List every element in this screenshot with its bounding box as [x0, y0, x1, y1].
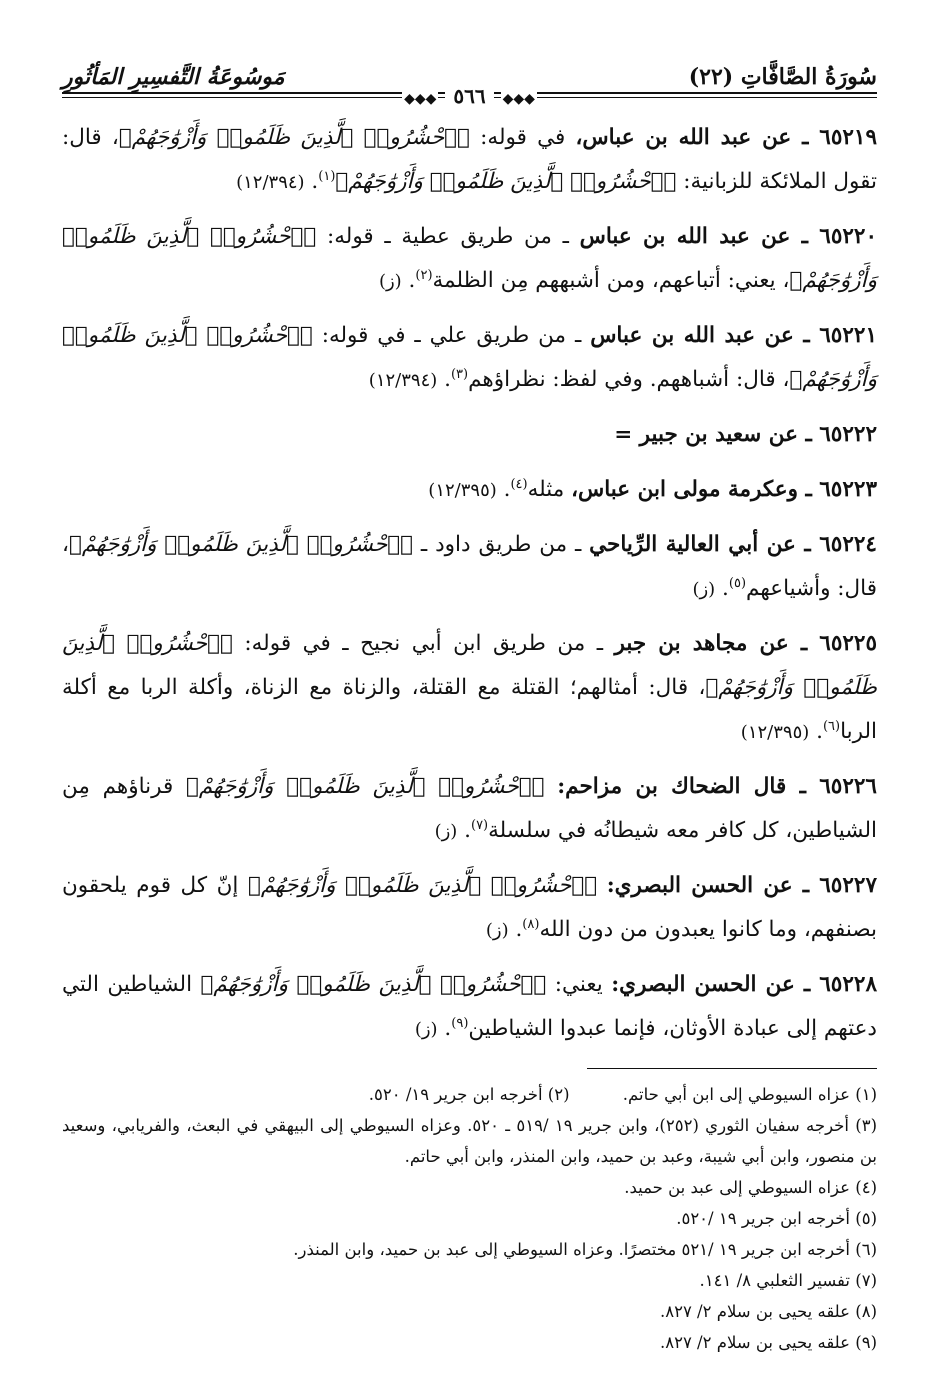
page — [62, 58, 877, 1358]
entry: ٦٥٢١٩ ـ عن عبد الله بن عباس، في قوله: ﴿ٱحْشُرُوا۟ ٱلَّذِينَ ظَلَمُوا۟ وَأَزْوَٰجَهُمْ﴾، قال: تقول الملائكة للزبانية: ﴿ٱحْشُرُوا۟ ٱلَّذِينَ ظَلَمُوا۟ وَأَزْوَٰجَهُمْ﴾$^{(١)}$. (١٢/٣٩٤) — [62, 125, 878, 194]
footnote: (٩) علقه يحيى بن سلام ٢/ ٨٢٧. — [659, 1333, 877, 1352]
page-number-row — [62, 84, 877, 108]
footnote: (٤) عزاه السيوطي إلى عبد بن حميد. — [624, 1178, 877, 1197]
footnote: (٣) أخرجه سفيان الثوري (٢٥٢)، وابن جرير ١٩ /٥١٩ ـ ٥٢٠. وعزاه السيوطي إلى البيهقي في البعث، والفريابي، وسعيد بن منصور، وابن أبي شيبة، وعبد بن حميد، وابن المنذر، وابن أبي حاتم. — [62, 1116, 877, 1166]
entry: ٦٥٢٢١ ـ عن عبد الله بن عباس ـ من طريق علي ـ في قوله: ﴿ٱحْشُرُوا۟ ٱلَّذِينَ ظَلَمُوا۟ وَأَزْوَٰجَهُمْ﴾، قال: أشباههم. وفي لفظ: نظراؤهم$^{(٣)}$. (١٢/٣٩٤) — [62, 323, 877, 392]
footnotes — [62, 1079, 877, 1358]
footnote: (٢) أخرجه ابن جرير ١٩/ ٥٢٠. — [368, 1085, 570, 1104]
footnote: (١) عزاه السيوطي إلى ابن أبي حاتم. — [622, 1085, 877, 1104]
entry: ٦٥٢٢٨ ـ عن الحسن البصري: يعني: ﴿ٱحْشُرُوا۟ ٱلَّذِينَ ظَلَمُوا۟ وَأَزْوَٰجَهُمْ﴾ الشياطين التي دعتهم إلى عبادة الأوثان، فإنما عبدوا الشياطين$^{(٩)}$. (ز) — [62, 972, 877, 1041]
book-title: مَوسُوعَةُ التَّفسِيرِ المَأثُورِ — [62, 64, 285, 90]
entry: ٦٥٢٢٧ ـ عن الحسن البصري: ﴿ٱحْشُرُوا۟ ٱلَّذِينَ ظَلَمُوا۟ وَأَزْوَٰجَهُمْ﴾ إنّ كل قوم يلحقون بصنفهم، وما كانوا يعبدون من دون الله$^{(٨)}$. (ز) — [62, 873, 877, 942]
entry: ٦٥٢٢٣ ـ وعكرمة مولى ابن عباس، مثله$^{(٤)}$. (١٢/٣٩٥) — [428, 476, 877, 502]
footnote: (٨) علقه يحيى بن سلام ٢/ ٨٢٧. — [659, 1302, 877, 1321]
footnote: (٧) تفسير الثعلبي ٨/ ١٤١. — [699, 1271, 877, 1290]
entries — [62, 116, 877, 1052]
entry: ٦٥٢٢٤ ـ عن أبي العالية الرِّياحي ـ من طريق داود ـ ﴿ٱحْشُرُوا۟ ٱلَّذِينَ ظَلَمُوا۟ وَأَزْوَٰجَهُمْ﴾، قال: وأشياعهم$^{(٥)}$. (ز) — [62, 532, 877, 601]
entry: ٦٥٢٢٠ ـ عن عبد الله بن عباس ـ من طريق عطية ـ قوله: ﴿ٱحْشُرُوا۟ ٱلَّذِينَ ظَلَمُوا۟ وَأَزْوَٰجَهُمْ﴾، يعني: أتباعهم، ومن أشبههم مِن الظلمة$^{(٢)}$. (ز) — [62, 224, 878, 293]
surah-title: سُورَةُ الصَّافَّاتِ (٢٢) — [688, 64, 877, 90]
ornament-right-icon: ◆◆◆ — [502, 91, 535, 107]
ornament-left-icon: ◆◆◆ — [404, 91, 437, 107]
footnote-rule — [587, 1068, 877, 1069]
entry: ٦٥٢٢٥ ـ عن مجاهد بن جبر ـ من طريق ابن أبي نجيح ـ في قوله: ﴿ٱحْشُرُوا۟ ٱلَّذِينَ ظَلَمُوا۟ وَأَزْوَٰجَهُمْ﴾، قال: أمثالهم؛ القتلة مع القتلة، والزناة مع الزناة، وأكلة الربا مع أكلة الربا$^{(٦)}$. (١٢/٣٩٥) — [62, 631, 878, 744]
entry: ٦٥٢٢٦ ـ قال الضحاك بن مزاحم: ﴿ٱحْشُرُوا۟ ٱلَّذِينَ ظَلَمُوا۟ وَأَزْوَٰجَهُمْ﴾ قرناؤهم مِن الشياطين، كل كافر معه شيطانُه في سلسلة$^{(٧)}$. (ز) — [62, 774, 877, 843]
page-number: ٥٦٦ — [445, 84, 493, 108]
entry: ٦٥٢٢٢ ـ عن سعيد بن جبير = — [614, 422, 877, 447]
footnote: (٦) أخرجه ابن جرير ١٩ /٥٢١ مختصرًا. وعزاه السيوطي إلى عبد بن حميد، وابن المنذر. — [293, 1240, 877, 1259]
footnote-pair — [62, 1079, 877, 1110]
footnote: (٥) أخرجه ابن جرير ١٩ /٥٢٠. — [676, 1209, 877, 1228]
